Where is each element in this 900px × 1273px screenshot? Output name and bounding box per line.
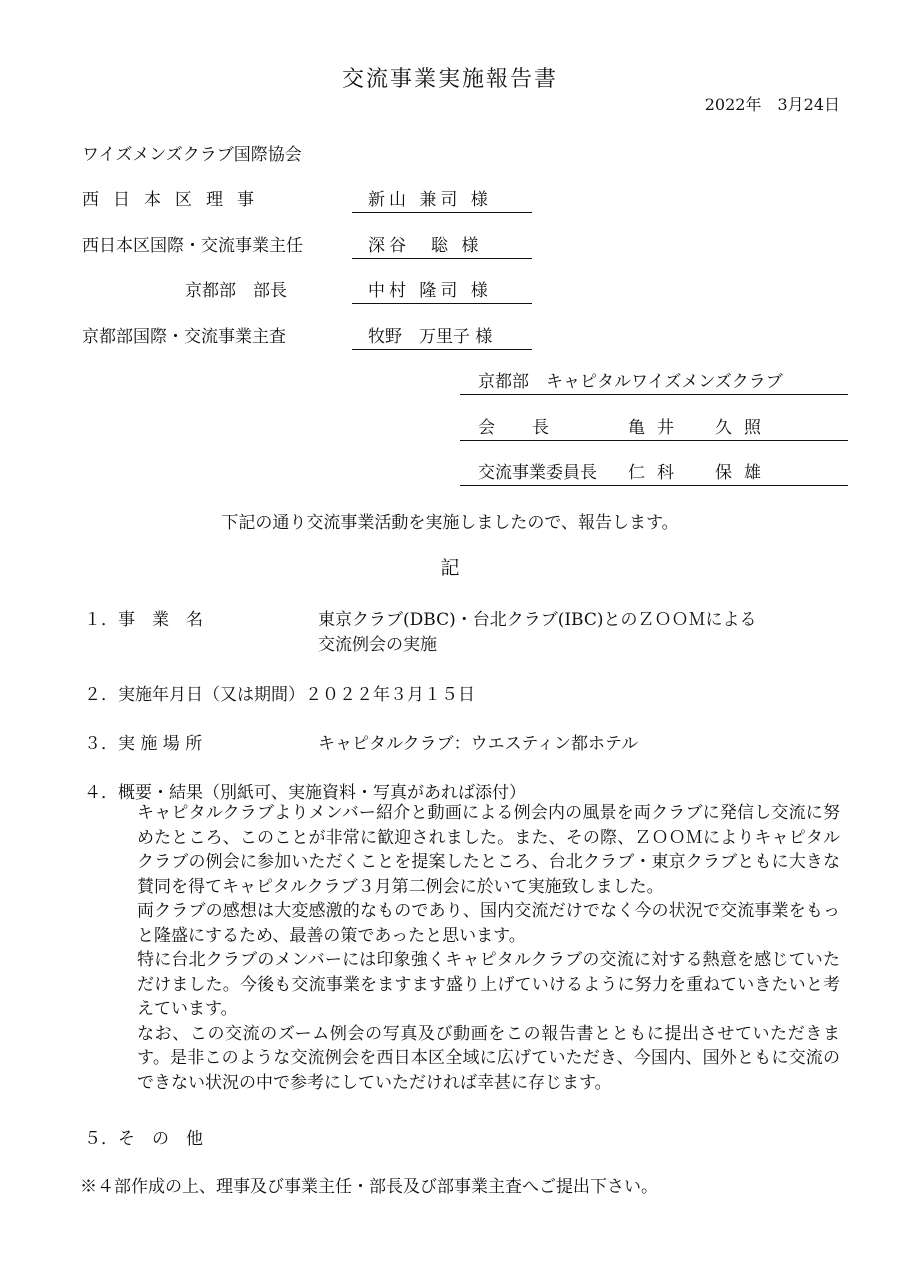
organization-name: ワイズメンズクラブ国際協会 bbox=[82, 145, 302, 165]
recipient-title-4: 京都部国際・交流事業主査 bbox=[82, 327, 286, 347]
ki-heading: 記 bbox=[440, 557, 460, 579]
recipient-title-2: 西日本区国際・交流事業主任 bbox=[82, 236, 303, 256]
item-3-label: ３．実 施 場 所 bbox=[84, 734, 203, 754]
item-1-label: １．事 業 名 bbox=[84, 610, 203, 630]
item-4-label: ４．概要・結果（別紙可、実施資料・写真があれば添付） bbox=[84, 783, 526, 803]
item-2-label: ２．実施年月日（又は期間）２０２２年３月１５日 bbox=[84, 685, 475, 705]
committee-label: 交流事業委員長 bbox=[478, 463, 597, 483]
recipient-title-3: 京都部 部長 bbox=[185, 281, 287, 301]
summary-body bbox=[137, 801, 840, 1095]
sender-president bbox=[460, 413, 848, 441]
recipient-name-1: 新山 兼司 様 bbox=[352, 185, 532, 213]
item-3-value: キャピタルクラブ：ウエスティン都ホテル bbox=[318, 734, 639, 754]
sender-committee bbox=[460, 458, 848, 486]
sender-club-text: 京都部 キャピタルワイズメンズクラブ bbox=[478, 372, 783, 392]
recipient-name-2: 深谷 聡 様 bbox=[352, 231, 532, 259]
recipient-name-3: 中村 隆司 様 bbox=[352, 276, 532, 304]
president-label: 会 長 bbox=[478, 418, 559, 438]
document-title: 交流事業実施報告書 bbox=[341, 67, 558, 92]
recipient-title-1: 西日本区理事 bbox=[82, 190, 268, 210]
recipient-name-4: 牧野 万里子 様 bbox=[352, 322, 532, 350]
president-name: 亀井 久照 bbox=[628, 418, 773, 438]
sender-club bbox=[460, 367, 848, 395]
intro-text: 下記の通り交流事業活動を実施しましたので、報告します。 bbox=[221, 513, 679, 533]
item-5-label: ５．そ の 他 bbox=[84, 1129, 203, 1149]
committee-name: 仁科 保雄 bbox=[628, 463, 773, 483]
footer-note: ※４部作成の上、理事及び事業主任・部長及び部事業主査へご提出下さい。 bbox=[80, 1177, 658, 1197]
item-1-value-1: 東京クラブ(DBC)・台北クラブ(IBC)とのＺＯＯＭによる bbox=[318, 610, 757, 630]
summary-paragraph-1: キャピタルクラブよりメンバー紹介と動画による例会内の風景を両クラブに発信し交流に努めたところ、このことが非常に歓迎されました。また、その際、ＺＯＯＭによりキャピタルクラブの例会に参加いただくことを提案したところ、台北クラブ・東京クラブともに大きな賛同を得てキャピタルクラブ３月第二例会に於いて実施致しました。 bbox=[137, 803, 840, 897]
summary-paragraph-3: 特に台北クラブのメンバーには印象強くキャピタルクラブの交流に対する熱意を感じていただけました。今後も交流事業をますます盛り上げていけるように努力を重ねていきたいと考えています。 bbox=[137, 950, 840, 1019]
report-date: 2022年 3月24日 bbox=[704, 95, 840, 114]
summary-paragraph-4: なお、この交流のズーム例会の写真及び動画をこの報告書とともに提出させていただきます。是非このような交流例会を西日本区全域に広げていただき、今国内、国外ともに交流のできない状況の中で参考にしていただければ幸甚に存じます。 bbox=[137, 1023, 840, 1093]
item-1-value-2: 交流例会の実施 bbox=[318, 635, 437, 655]
summary-paragraph-2: 両クラブの感想は大変感激的なものであり、国内交流だけでなく今の状況で交流事業をもっと隆盛にするため、最善の策であったと思います。 bbox=[137, 901, 840, 946]
